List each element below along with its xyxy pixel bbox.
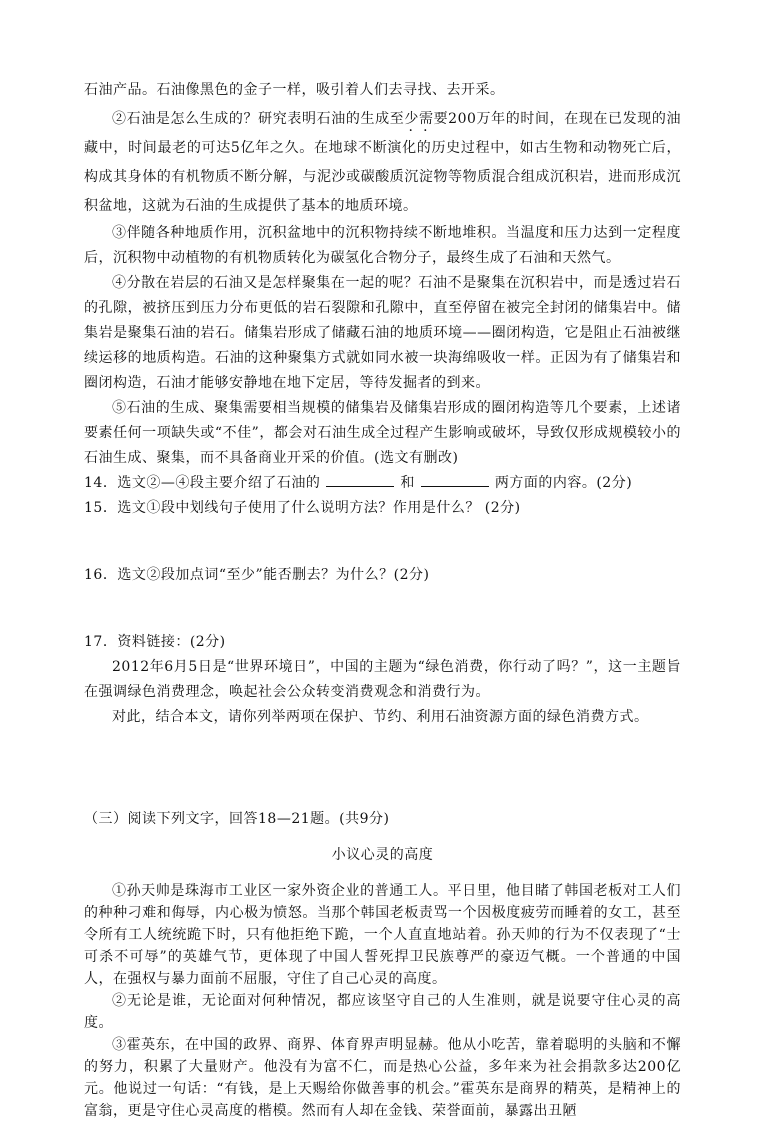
section-3-paragraph-2: ②无论是谁，无论面对何种情况，都应该坚守自己的人生准则，就是说要守住心灵的高度。 (84, 993, 681, 1031)
question-14-text-c: 两方面的内容。(2分) (494, 475, 633, 491)
passage-paragraph-2-start: ②石油是怎么生成的？研究表明石油的生成 (112, 111, 390, 127)
question-14-text-a: 14．选文②—④段主要介绍了石油的 (84, 475, 321, 491)
emphasis-dot-char-1: 至 (389, 111, 405, 127)
document-page (84, 76, 681, 1122)
question-17-prompt: 对此，结合本文，请你列举两项在保护、节约、利用石油资源方面的绿色消费方式。 (112, 709, 649, 725)
answer-space-17 (84, 730, 681, 808)
question-15: 15．选文①段中划线句子使用了什么说明方法？作用是什么？ (2分) (84, 500, 521, 516)
passage-paragraph-3: ③伴随各种地质作用，沉积盆地中的沉积物持续不断地堆积。当温度和压力达到一定程度后，沉积物中动植物的有机物质转化为碳氢化合物分子，最终生成了石油和天然气。 (84, 225, 681, 266)
answer-blank-2[interactable] (421, 474, 489, 487)
passage-paragraph-2 (84, 105, 681, 221)
answer-blank-1[interactable] (326, 474, 394, 487)
passage-paragraph-0: 石油产品。石油像黑色的金子一样，吸引着人们去寻找、去开采。 (84, 82, 505, 98)
passage-paragraph-4: ④分散在岩层的石油又是怎样聚集在一起的呢？石油不是聚集在沉积岩中，而是透过岩石的孔隙，被挤压到压力分布更低的岩石裂隙和孔隙中，直至停留在被完全封闭的储集岩中。储集岩是聚集石油的岩石。储集岩形成了储藏石油的地质环境——圈闭构造，它是阻止石油被继续运移的地质构造。石油的这种聚集方式就如同水被一块海绵吸收一样。正因为有了储集岩和圈闭构造，石油才能够安静地在地下定居，等待发掘者的到来。 (84, 275, 681, 391)
question-17: 17．资料链接：(2分) (84, 634, 226, 650)
emphasis-dot-char-2: 少 (404, 111, 419, 127)
question-17-material: 2012年6月5日是“世界环境日”，中国的主题为“绿色消费，你行动了吗？”，这一主题旨在强调绿色消费理念，唤起社会公众转变消费观念和消费行为。 (84, 659, 681, 700)
passage-paragraph-2-rest: 需要200万年的时间，在现在已发现的油藏中，时间最老的可达5亿年之久。在地球不断演化的历史过程中，如古生物和动物死亡后，构成其身体的有机物质不断分解，与泥沙或碳酸质沉淀物等物质混合组成沉积岩，进而形成沉积盆地，这就为石油的生成提供了基本的地质环境。 (84, 111, 682, 214)
question-14-text-b: 和 (400, 475, 415, 491)
section-3-title: 小议心灵的高度 (331, 847, 434, 863)
section-3-paragraph-3: ③霍英东，在中国的政界、商界、体育界声明显赫。他从小吃苦，靠着聪明的头脑和不懈的努力，积累了大量财产。他没有为富不仁，而是热心公益，多年来为社会捐款多达200亿元。他说过一句话：“有钱，是上天赐给你做善事的机会。”霍英东是商界的精英，是精神上的富翁，更是守住心灵高度的楷模。然而有人却在金钱、荣誉面前，暴露出丑陋 (84, 1037, 681, 1119)
section-3-header: （三）阅读下列文字，回答18—21题。(共9分) (84, 811, 390, 827)
question-16: 16．选文②段加点词“至少”能否删去？为什么？(2分) (84, 567, 430, 583)
answer-space-16 (84, 588, 681, 630)
answer-space-15 (84, 521, 681, 563)
passage-paragraph-5: ⑤石油的生成、聚集需要相当规模的储集岩及储集岩形成的圈闭构造等几个要素，上述诸要素任何一项缺失或“不佳”，都会对石油生成全过程产生影响或破坏，导致仅形成规模较小的石油生成、聚集，而不具备商业开采的价值。(选文有删改) (84, 400, 681, 466)
section-3-paragraph-1: ①孙天帅是珠海市工业区一家外资企业的普通工人。平日里，他目睹了韩国老板对工人们的种种刁难和侮辱，内心极为愤怒。当那个韩国老板责骂一个因极度疲劳而睡着的女工，甚至令所有工人统统跪下时，只有他拒绝下跪，一个人直直地站着。孙天帅的行为不仅表现了“士可杀不可辱”的英雄气节，更体现了中国人誓死捍卫民族尊严的豪迈气概。一个普通的中国人，在强权与暴力面前不屈服，守住了自己心灵的高度。 (84, 883, 681, 987)
question-14 (84, 471, 681, 496)
